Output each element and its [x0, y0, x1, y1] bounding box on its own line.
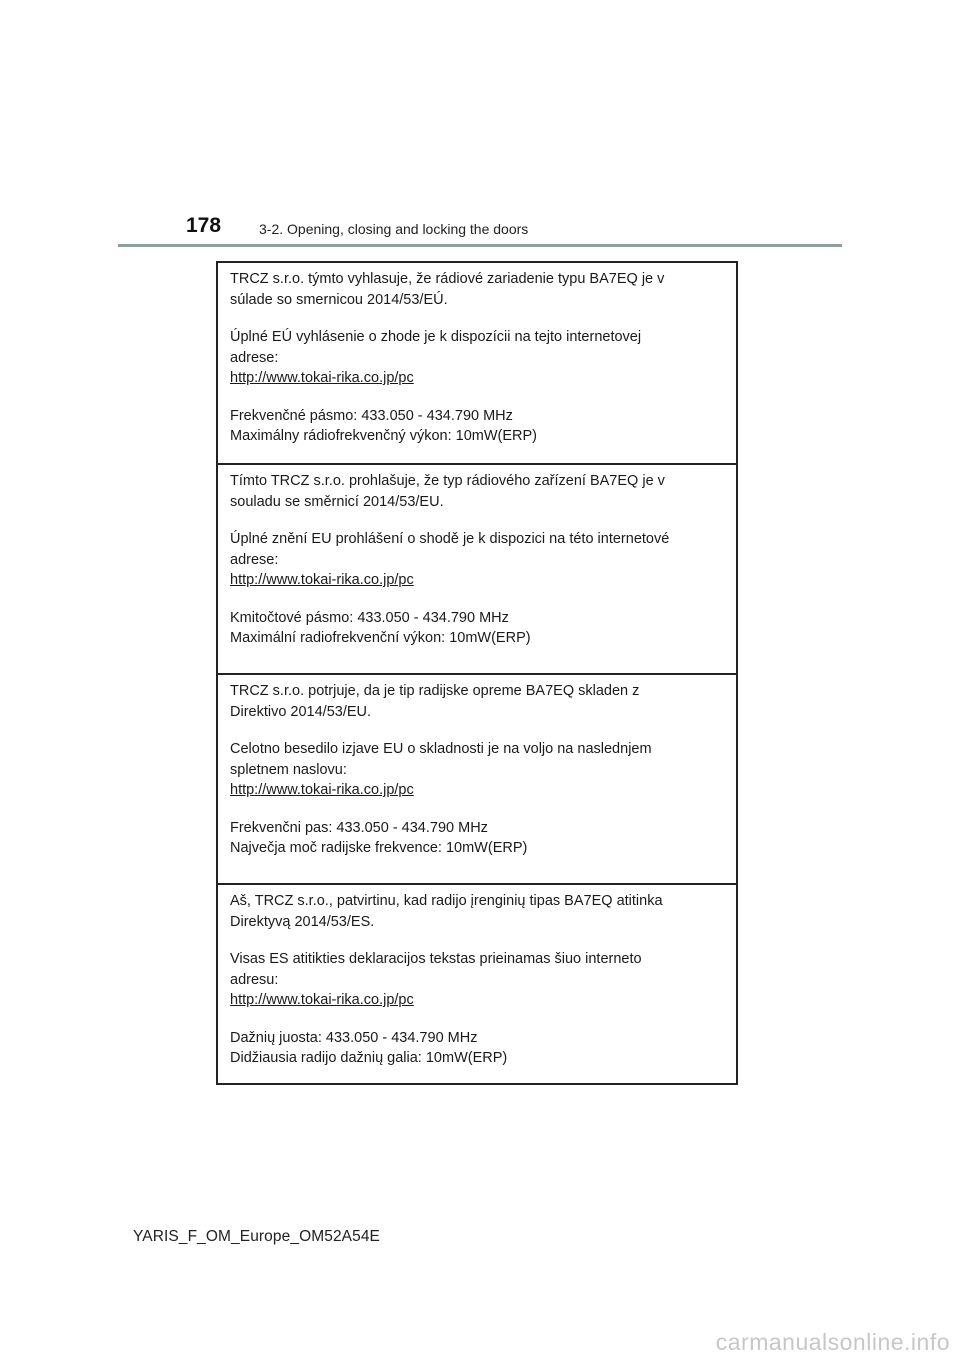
text-line: spletnem naslovu: — [230, 761, 347, 778]
section-title: 3-2. Opening, closing and locking the doors — [259, 221, 529, 237]
frequency-band: Dažnių juosta: 433.050 - 434.790 MHz — [230, 1029, 478, 1046]
declaration-link[interactable]: http://www.tokai-rika.co.jp/pc — [230, 572, 414, 588]
declaration-cell-lithuanian — [218, 883, 736, 1083]
declaration-cell-slovenian — [218, 673, 736, 883]
text-line: adrese: — [230, 551, 279, 568]
max-power: Maximální radiofrekvenční výkon: 10mW(ERP) — [230, 630, 531, 646]
text-line: Direktivo 2014/53/EU. — [230, 703, 372, 720]
text-line: Visas ES atitikties deklaracijos tekstas prieinamas šiuo interneto — [230, 951, 642, 967]
availability-statement — [230, 327, 696, 389]
availability-statement — [230, 529, 696, 591]
declaration-cell-czech — [218, 463, 736, 673]
text-line: TRCZ s.r.o. potrjuje, da je tip radijske opreme BA7EQ skladen z — [230, 683, 640, 699]
declaration-cell-slovak — [218, 263, 736, 463]
declaration-statement — [230, 891, 696, 932]
declaration-statement — [230, 471, 696, 512]
radio-specs — [230, 608, 696, 649]
max-power: Največja moč radijske frekvence: 10mW(ERP) — [230, 840, 528, 856]
availability-statement — [230, 739, 696, 801]
frequency-band: Kmitočtové pásmo: 433.050 - 434.790 MHz — [230, 609, 509, 626]
text-line: Celotno besedilo izjave EU o skladnosti je na voljo na naslednjem — [230, 741, 652, 757]
text-line: TRCZ s.r.o. týmto vyhlasuje, že rádiové zariadenie typu BA7EQ je v — [230, 271, 665, 287]
text-line: Aš, TRCZ s.r.o., patvirtinu, kad radijo įrenginių tipas BA7EQ atitinka — [230, 893, 663, 909]
watermark: carmanualsonline.info — [715, 1329, 950, 1355]
text-line: adresu: — [230, 971, 279, 988]
max-power: Didžiausia radijo dažnių galia: 10mW(ERP) — [230, 1050, 508, 1066]
text-line: Úplné znění EU prohlášení o shodě je k dispozici na této internetové — [230, 531, 670, 547]
radio-specs — [230, 818, 696, 859]
text-line: adrese: — [230, 349, 279, 366]
header-divider — [118, 244, 842, 247]
text-line: Direktyvą 2014/53/ES. — [230, 913, 375, 930]
document-code: YARIS_F_OM_Europe_OM52A54E — [133, 1228, 380, 1245]
declaration-table — [216, 261, 738, 1085]
declaration-link[interactable]: http://www.tokai-rika.co.jp/pc — [230, 782, 414, 798]
frequency-band: Frekvenčné pásmo: 433.050 - 434.790 MHz — [230, 407, 513, 424]
availability-statement — [230, 949, 696, 1011]
text-line: souladu se směrnicí 2014/53/EU. — [230, 493, 444, 510]
declaration-statement — [230, 269, 696, 310]
frequency-band: Frekvenčni pas: 433.050 - 434.790 MHz — [230, 819, 488, 836]
radio-specs — [230, 1028, 696, 1069]
text-line: súlade so smernicou 2014/53/EÚ. — [230, 291, 448, 308]
max-power: Maximálny rádiofrekvenčný výkon: 10mW(ERP) — [230, 428, 538, 444]
radio-specs — [230, 406, 696, 447]
declaration-statement — [230, 681, 696, 722]
page-number: 178 — [186, 214, 222, 237]
text-line: Úplné EÚ vyhlásenie o zhode je k dispozícii na tejto internetovej — [230, 329, 642, 345]
declaration-link[interactable]: http://www.tokai-rika.co.jp/pc — [230, 992, 414, 1008]
declaration-link[interactable]: http://www.tokai-rika.co.jp/pc — [230, 370, 414, 386]
text-line: Tímto TRCZ s.r.o. prohlašuje, že typ rádiového zařízení BA7EQ je v — [230, 473, 665, 489]
